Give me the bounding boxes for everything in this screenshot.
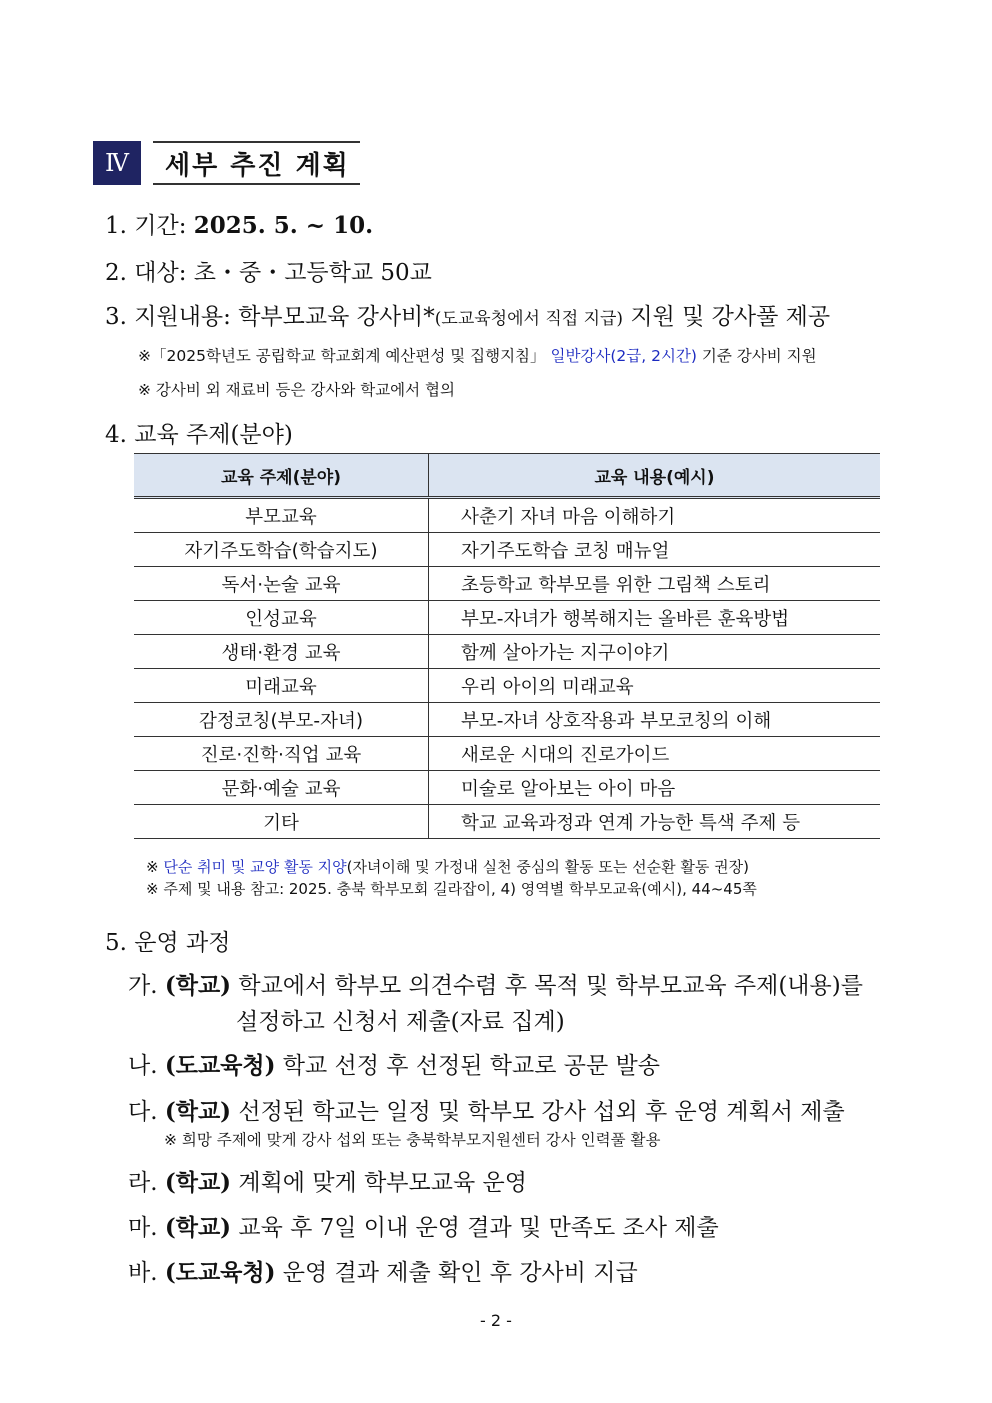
step-text: 계획에 맞게 학부모교육 운영 [238, 1170, 527, 1196]
support-small-text: (도교육청에서 직접 지급) [434, 309, 624, 329]
step-text: 선정된 학교는 일정 및 학부모 강사 섭외 후 운영 계획서 제출 [238, 1099, 845, 1125]
topics-table [134, 453, 880, 839]
topic-cell: 문화·예술 교육 [134, 771, 429, 805]
step-actor: (학교) [164, 1214, 232, 1241]
topic-cell: 인성교육 [134, 601, 429, 635]
target-value: 초・중・고등학교 50교 [193, 260, 432, 286]
step-actor: (학교) [164, 1169, 232, 1196]
item-support [105, 298, 830, 331]
topic-cell: 기타 [134, 805, 429, 839]
process-step [128, 967, 863, 1000]
step-mark: 나. [128, 1053, 158, 1079]
note-mark: ※ [146, 858, 159, 876]
section-numeral: Ⅳ [93, 141, 141, 185]
item-number: 5. [105, 930, 127, 956]
content-cell: 부모-자녀 상호작용과 부모코칭의 이해 [429, 703, 881, 737]
table-row [134, 771, 880, 805]
step-text: 교육 후 7일 이내 운영 결과 및 만족도 조사 제출 [238, 1215, 719, 1241]
content-cell: 사춘기 자녀 마음 이해하기 [429, 498, 881, 533]
table-row [134, 533, 880, 567]
process-step [128, 1093, 845, 1126]
step-actor: (학교) [164, 972, 232, 999]
item-process [105, 924, 230, 957]
content-cell: 우리 아이의 미래교육 [429, 669, 881, 703]
step-text: 학교 선정 후 선정된 학교로 공문 발송 [282, 1053, 660, 1079]
period-value: 2025. 5. ~ 10. [193, 212, 374, 239]
step-mark: 마. [128, 1215, 158, 1241]
item-number: 2. [105, 260, 127, 286]
content-cell: 미술로 알아보는 아이 마음 [429, 771, 881, 805]
item-number: 1. [105, 213, 127, 239]
topic-cell: 독서·논술 교육 [134, 567, 429, 601]
section-heading [93, 141, 360, 185]
support-note-1 [138, 344, 817, 366]
item-label: 교육 주제(분야) [134, 422, 293, 448]
table-row [134, 635, 880, 669]
process-step-note: ※ 희망 주제에 맞게 강사 섭외 또는 충북학부모지원센터 강사 인력풀 활용 [164, 1131, 661, 1149]
item-label: 대상: [134, 260, 187, 286]
table-row [134, 805, 880, 839]
step-mark: 다. [128, 1099, 158, 1125]
process-step [128, 1047, 660, 1080]
step-mark: 가. [128, 973, 158, 999]
item-number: 4. [105, 422, 127, 448]
content-cell: 초등학교 학부모를 위한 그림책 스토리 [429, 567, 881, 601]
topic-cell: 자기주도학습(학습지도) [134, 533, 429, 567]
table-row [134, 567, 880, 601]
note-text: 기준 강사비 지원 [701, 347, 817, 365]
topic-cell: 부모교육 [134, 498, 429, 533]
process-step [128, 1254, 638, 1287]
table-note-1 [146, 856, 749, 877]
content-cell: 학교 교육과정과 연계 가능한 특색 주제 등 [429, 805, 881, 839]
item-period [105, 207, 373, 240]
table-row [134, 669, 880, 703]
table-row [134, 703, 880, 737]
content-cell: 자기주도학습 코칭 매뉴얼 [429, 533, 881, 567]
note-text: (자녀이해 및 가정내 실천 중심의 활동 또는 선순환 활동 권장) [346, 858, 749, 876]
column-header: 교육 주제(분야) [134, 454, 429, 498]
item-target [105, 254, 432, 287]
step-text: 학교에서 학부모 의견수렴 후 목적 및 학부모교육 주제(내용)를 [238, 973, 863, 999]
topic-cell: 생태·환경 교육 [134, 635, 429, 669]
topic-cell: 감정코칭(부모-자녀) [134, 703, 429, 737]
support-note-2: ※ 강사비 외 재료비 등은 강사와 학교에서 협의 [138, 381, 455, 399]
content-cell: 새로운 시대의 진로가이드 [429, 737, 881, 771]
table-row [134, 737, 880, 771]
support-text: 학부모교육 강사비* [238, 304, 435, 330]
topic-cell: 진로·진학·직업 교육 [134, 737, 429, 771]
support-text-2: 지원 및 강사풀 제공 [630, 304, 831, 330]
item-topics [105, 416, 293, 449]
table-header-row [134, 454, 880, 498]
item-label: 지원내용: [134, 304, 231, 330]
item-label: 운영 과정 [134, 930, 231, 956]
step-actor: (도교육청) [164, 1052, 276, 1079]
process-step [128, 1209, 719, 1242]
item-number: 3. [105, 304, 127, 330]
step-mark: 바. [128, 1260, 158, 1286]
note-highlight: 일반강사(2급, 2시간) [550, 347, 697, 365]
table-note-2: ※ 주제 및 내용 참고: 2025. 충북 학부모회 길라잡이, 4) 영역별 학부모교육(예시), 44~45쪽 [146, 880, 757, 898]
topic-cell: 미래교육 [134, 669, 429, 703]
content-cell: 부모-자녀가 행복해지는 올바른 훈육방법 [429, 601, 881, 635]
column-header: 교육 내용(예시) [429, 454, 881, 498]
process-step [128, 1164, 527, 1197]
table-row [134, 498, 880, 533]
step-actor: (학교) [164, 1098, 232, 1125]
section-title: 세부 추진 계획 [153, 141, 360, 185]
note-highlight: 단순 취미 및 교양 활동 지양 [163, 858, 347, 876]
content-cell: 함께 살아가는 지구이야기 [429, 635, 881, 669]
process-step-continued: 설정하고 신청서 제출(자료 집계) [236, 1009, 565, 1035]
step-actor: (도교육청) [164, 1259, 276, 1286]
step-text: 운영 결과 제출 확인 후 강사비 지급 [282, 1260, 638, 1286]
step-mark: 라. [128, 1170, 158, 1196]
page-number: - 2 - [480, 1311, 512, 1330]
item-label: 기간: [134, 213, 187, 239]
table-row [134, 601, 880, 635]
note-text: ※「2025학년도 공립학교 학교회계 예산편성 및 집행지침」 [138, 347, 546, 365]
